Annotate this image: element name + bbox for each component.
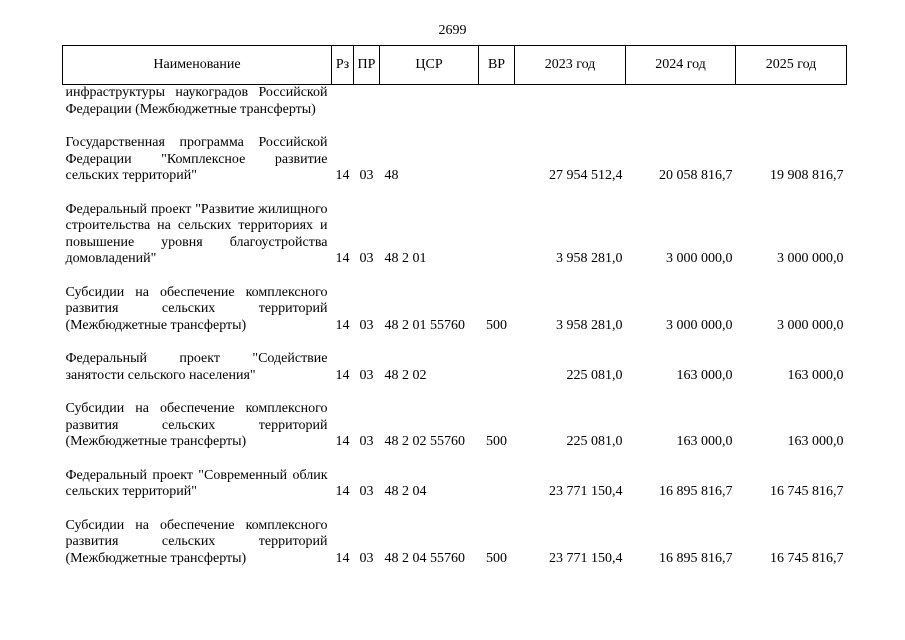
row-csr — [380, 85, 479, 136]
row-vr — [479, 468, 515, 518]
row-2023: 3 958 281,0 — [556, 251, 623, 266]
row-2025 — [736, 85, 847, 136]
row-2024: 3 000 000,0 — [666, 251, 733, 266]
row-name: Субсидии на обеспечение комплексного развития сельских территорий (Межбюджетные трансферты) — [65, 517, 328, 566]
row-2025: 3 000 000,0 — [777, 251, 844, 266]
header-rz: Рз — [332, 46, 354, 85]
row-rz — [332, 85, 354, 136]
budget-table — [62, 45, 847, 584]
header-2024: 2024 год — [626, 46, 736, 85]
row-rz: 14 — [335, 367, 350, 383]
row-csr: 48 2 01 55760 — [384, 317, 465, 333]
row-pr: 03 — [359, 251, 374, 266]
row-vr: 500 — [486, 434, 507, 449]
row-vr — [479, 85, 515, 136]
row-2025: 163 000,0 — [787, 367, 844, 383]
row-vr: 500 — [486, 550, 507, 566]
row-name: Субсидии на обеспечение комплексного развития сельских территорий (Межбюджетные трансферты) — [65, 284, 328, 333]
row-name: Субсидии на обеспечение комплексного развития сельских территорий (Межбюджетные трансферты) — [65, 401, 328, 449]
header-csr: ЦСР — [380, 46, 479, 85]
row-2023: 225 081,0 — [566, 367, 623, 383]
header-2023: 2023 год — [515, 46, 626, 85]
row-2025: 3 000 000,0 — [777, 317, 844, 333]
header-pr: ПР — [354, 46, 380, 85]
row-pr: 03 — [359, 367, 374, 383]
row-name: Федеральный проект "Развитие жилищного строительства на сельских территориях и повышение уровня благоустройства домовладений" — [65, 201, 328, 266]
row-2024: 163 000,0 — [676, 367, 733, 383]
row-vr — [479, 202, 515, 285]
header-2025: 2025 год — [736, 46, 847, 85]
row-2023 — [515, 85, 626, 136]
table-row — [63, 468, 847, 518]
row-csr: 48 2 04 55760 — [384, 550, 465, 566]
row-pr: 03 — [359, 434, 374, 449]
row-csr: 48 — [384, 168, 399, 183]
row-csr: 48 2 02 55760 — [384, 434, 465, 449]
row-csr: 48 2 02 — [384, 367, 427, 383]
row-pr: 03 — [359, 484, 374, 499]
table-row — [63, 285, 847, 352]
row-vr — [479, 135, 515, 202]
row-vr — [479, 351, 515, 401]
row-2023: 23 771 150,4 — [549, 484, 623, 499]
row-csr: 48 2 01 — [384, 251, 427, 266]
row-2024: 3 000 000,0 — [666, 317, 733, 333]
row-csr: 48 2 04 — [384, 484, 427, 499]
row-2024 — [626, 85, 736, 136]
row-pr: 03 — [359, 550, 374, 566]
row-name: Государственная программа Российской Федерации "Комплексное развитие сельских территорий" — [65, 135, 328, 183]
row-pr — [354, 85, 380, 136]
row-2025: 16 745 816,7 — [770, 550, 844, 566]
row-2025: 19 908 816,7 — [770, 168, 844, 183]
row-2023: 27 954 512,4 — [549, 168, 623, 183]
table-row — [63, 401, 847, 468]
row-rz: 14 — [335, 317, 350, 333]
row-2024: 163 000,0 — [676, 434, 733, 449]
row-2025: 16 745 816,7 — [770, 484, 844, 499]
row-2024: 16 895 816,7 — [659, 484, 733, 499]
row-rz: 14 — [335, 168, 350, 183]
row-pr: 03 — [359, 317, 374, 333]
row-name: Федеральный проект "Содействие занятости сельского населения" — [65, 351, 328, 383]
row-rz: 14 — [335, 484, 350, 499]
table-row — [63, 518, 847, 585]
table-header — [63, 46, 847, 85]
row-2023: 3 958 281,0 — [556, 317, 623, 333]
row-rz: 14 — [335, 434, 350, 449]
row-name: Федеральный проект "Современный облик сельских территорий" — [65, 467, 328, 499]
header-name: Наименование — [63, 46, 332, 85]
row-rz: 14 — [335, 550, 350, 566]
row-vr: 500 — [486, 317, 507, 333]
row-pr: 03 — [359, 168, 374, 183]
table-row — [63, 202, 847, 285]
page-number: 2699 — [438, 23, 467, 38]
table-row — [63, 85, 847, 136]
row-2023: 225 081,0 — [566, 434, 623, 449]
row-2025: 163 000,0 — [787, 434, 844, 449]
row-name: инфраструктуры наукоградов Российской Федерации (Межбюджетные трансферты) — [65, 85, 328, 117]
table-row — [63, 351, 847, 401]
row-2024: 16 895 816,7 — [659, 550, 733, 566]
row-rz: 14 — [335, 251, 350, 266]
header-vr: ВР — [479, 46, 515, 85]
row-2023: 23 771 150,4 — [549, 550, 623, 566]
row-2024: 20 058 816,7 — [659, 168, 733, 183]
table-row — [63, 135, 847, 202]
table-body — [63, 85, 847, 585]
